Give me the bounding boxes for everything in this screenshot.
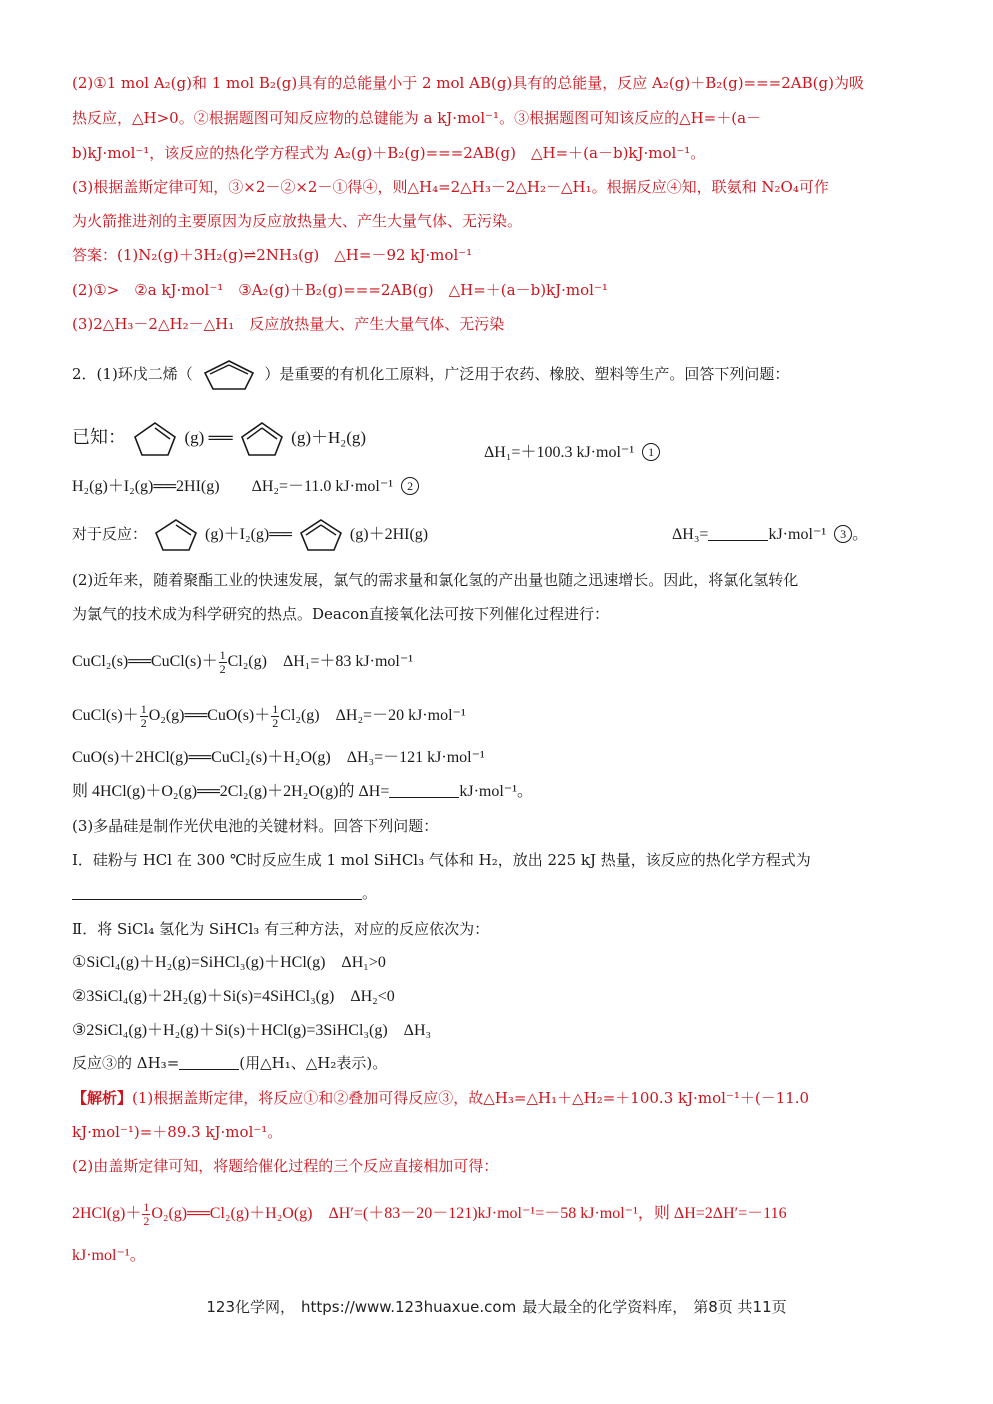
cyclopentene-structure-icon xyxy=(151,516,201,554)
c2-part-a: CuCl(s)＋ xyxy=(72,707,139,724)
fraction-half xyxy=(140,703,148,730)
question-2-heading-b: ）是重要的有机化工原料，广泛用于农药、橡胶、塑料等生产。回答下列问题： xyxy=(264,365,790,383)
answer-blank-dh[interactable] xyxy=(389,781,459,798)
s4-part-a: 反应③的 ΔH₃= xyxy=(72,1054,180,1072)
c2-part-b: O₂(g)══CuO(s)＋ xyxy=(148,707,271,724)
solution-tag: 【解析】 xyxy=(72,1089,133,1107)
paragraph-3: (3)多晶硅是制作光伏电池的关键材料。回答下列问题： xyxy=(72,817,439,835)
footer-page-number: 第8页 共11页 xyxy=(693,1298,787,1316)
fraction-denominator: 2 xyxy=(219,661,226,676)
solution-line-5: kJ·mol⁻¹。 xyxy=(72,1247,146,1264)
deacon-reaction-1 xyxy=(72,644,922,680)
r2-text: H₂(g)＋I₂(g)══2HI(g) ΔH₂=－11.0 kJ·mol⁻¹ xyxy=(72,478,394,495)
r3-mid: (g)＋I₂(g)══ xyxy=(205,526,292,543)
c4-part-b: kJ·mol⁻¹。 xyxy=(459,783,534,800)
deacon-reaction-3: CuO(s)＋2HCl(g)══CuCl₂(s)＋H₂O(g) ΔH₃=－121 kJ·mol⁻¹ xyxy=(72,749,485,766)
solution-text-1: (1)根据盖斯定律，将反应①和②叠加可得反应③，故△H₃=△H₁＋△H₂=＋100.3 kJ·mol⁻¹＋(－11.0 xyxy=(132,1089,810,1107)
c4-part-a: 则 4HCl(g)＋O₂(g)══2Cl₂(g)＋2H₂O(g)的 ΔH= xyxy=(72,783,390,800)
footer-url[interactable]: https://www.123huaxue.com xyxy=(301,1298,517,1316)
known-equals: ══ xyxy=(208,428,233,447)
fraction-half xyxy=(271,703,279,730)
question-2-heading xyxy=(72,356,922,392)
solution-line-1 xyxy=(72,1087,922,1109)
analysis-line-4: (3)根据盖斯定律可知，③×2－②×2－①得④，则△H₄=2△H₃－2△H₂－△H₁。根据反应④知，联氨和 N₂O₄可作 xyxy=(72,178,829,196)
reaction-3-question xyxy=(72,1052,922,1074)
paragraph-2-line-2: 为氯气的技术成为科学研究的热点。Deacon直接氧化法可按下列催化过程进行： xyxy=(72,605,609,623)
paragraph-3-part-2: Ⅱ．将 SiCl₄ 氢化为 SiHCl₃ 有三种方法，对应的反应依次为： xyxy=(72,920,490,938)
analysis-line-1: (2)①1 mol A₂(g)和 1 mol B₂(g)具有的总能量小于 2 mol AB(g)具有的总能量，反应 A₂(g)＋B₂(g)===2AB(g)为吸 xyxy=(72,74,864,92)
answer-line-3: (3)2△H₃－2△H₂－△H₁ 反应放热量大、产生大量气体、无污染 xyxy=(72,315,505,333)
answer-blank-dh3[interactable] xyxy=(708,524,768,541)
c1-part-b: Cl₂(g) ΔH₁=＋83 kJ·mol⁻¹ xyxy=(227,653,414,670)
analysis-line-2: 热反应，△H>0。②根据题图可知反应物的总键能为 a kJ·mol⁻¹。③根据题图可知该反应的△H=＋(a－ xyxy=(72,109,762,127)
known-g1: (g) xyxy=(184,428,205,447)
known-g2: (g)＋H₂(g) xyxy=(291,428,367,447)
answer-blank-dh3-expression[interactable] xyxy=(179,1053,239,1070)
cyclopentadiene-structure-icon xyxy=(198,358,260,392)
r3-prefix: 对于反应： xyxy=(72,525,148,543)
sicl4-reaction-2: ②3SiCl₄(g)＋2H₂(g)＋Si(s)=4SiHCl₃(g) ΔH₂<0 xyxy=(72,988,395,1005)
answer-blank-equation[interactable] xyxy=(72,883,362,900)
fraction-numerator: 1 xyxy=(219,647,226,662)
dh1-text: ΔH₁=＋100.3 kJ·mol⁻¹ xyxy=(484,444,635,461)
solution-line-4 xyxy=(72,1196,922,1232)
analysis-line-5: 为火箭推进剂的主要原因为反应放热量大、产生大量气体、无污染。 xyxy=(72,212,523,230)
circle-number-3: 3 xyxy=(834,525,852,543)
page-footer xyxy=(0,1296,993,1317)
c2-part-c: Cl₂(g) ΔH₂=－20 kJ·mol⁻¹ xyxy=(280,707,466,724)
fraction-numerator: 1 xyxy=(272,701,279,716)
jx4-part-a: 2HCl(g)＋ xyxy=(72,1205,142,1222)
fraction-denominator: 2 xyxy=(272,715,279,730)
circle-number-1: 1 xyxy=(642,443,660,461)
question-2-heading-a: 2．(1)环戊二烯（ xyxy=(72,365,193,383)
fraction-half xyxy=(142,1201,150,1228)
dh3-blank-line xyxy=(672,524,922,546)
cyclopentadiene-structure-icon xyxy=(237,419,287,459)
paragraph-2-line-1: (2)近年来，随着聚酯工业的快速发展，氯气的需求量和氯化氢的产出量也随之迅速增长。因此，将氯化氢转化 xyxy=(72,571,799,589)
jx4-part-b: O₂(g)══Cl₂(g)＋H₂O(g) ΔH′=(＋83－20－121)kJ·mol⁻¹=－58 kJ·mol⁻¹，则 ΔH=2ΔH′=－116 xyxy=(151,1205,787,1222)
c1-part-a: CuCl₂(s)══CuCl(s)＋ xyxy=(72,653,218,670)
solution-line-2: kJ·mol⁻¹)=＋89.3 kJ·mol⁻¹。 xyxy=(72,1123,283,1141)
known-prefix: 已知： xyxy=(72,427,126,447)
fraction-numerator: 1 xyxy=(143,1199,150,1214)
circle-number-2: 2 xyxy=(401,477,419,495)
fraction-denominator: 2 xyxy=(140,715,147,730)
sicl4-reaction-1: ①SiCl₄(g)＋H₂(g)=SiHCl₃(g)＋HCl(g) ΔH₁>0 xyxy=(72,954,386,971)
cyclopentene-structure-icon xyxy=(130,419,180,459)
period: 。 xyxy=(852,526,869,543)
deacon-total xyxy=(72,781,922,803)
cyclopentadiene-structure-icon xyxy=(296,516,346,554)
dh3-label: ΔH₃= xyxy=(672,526,709,543)
fraction-numerator: 1 xyxy=(140,701,147,716)
known-dh1 xyxy=(484,442,784,464)
deacon-reaction-2 xyxy=(72,698,922,734)
paragraph-3-part-1: Ⅰ．硅粉与 HCl 在 300 ℃时反应生成 1 mol SiHCl₃ 气体和 H₂，放出 225 kJ 热量，该反应的热化学方程式为 xyxy=(72,851,811,869)
sicl4-reaction-3: ③2SiCl₄(g)＋H₂(g)＋Si(s)＋HCl(g)=3SiHCl₃(g) ΔH₃ xyxy=(72,1022,432,1039)
fraction-denominator: 2 xyxy=(143,1213,150,1228)
answer-line-1: 答案：(1)N₂(g)＋3H₂(g)⇌2NH₃(g) △H=－92 kJ·mol⁻¹ xyxy=(72,246,473,264)
known-reaction-2 xyxy=(72,476,922,498)
footer-slogan: 最大最全的化学资料库， xyxy=(522,1298,688,1316)
period: 。 xyxy=(362,884,378,902)
paragraph-3-part-1-blank xyxy=(72,882,922,904)
solution-line-3: (2)由盖斯定律可知，将题给催化过程的三个反应直接相加可得： xyxy=(72,1157,499,1175)
analysis-line-3: b)kJ·mol⁻¹，该反应的热化学方程式为 A₂(g)＋B₂(g)===2AB(g) △H=＋(a－b)kJ·mol⁻¹。 xyxy=(72,144,706,162)
fraction-half xyxy=(219,649,227,676)
answer-line-2: (2)①> ②a kJ·mol⁻¹ ③A₂(g)＋B₂(g)===2AB(g) △H=＋(a－b)kJ·mol⁻¹ xyxy=(72,281,608,299)
footer-site-name: 123化学网， xyxy=(206,1298,295,1316)
s4-part-b: (用△H₁、△H₂表示)。 xyxy=(239,1054,388,1072)
dh3-unit: kJ·mol⁻¹ xyxy=(768,526,827,543)
r3-end: (g)＋2HI(g) xyxy=(349,526,429,543)
